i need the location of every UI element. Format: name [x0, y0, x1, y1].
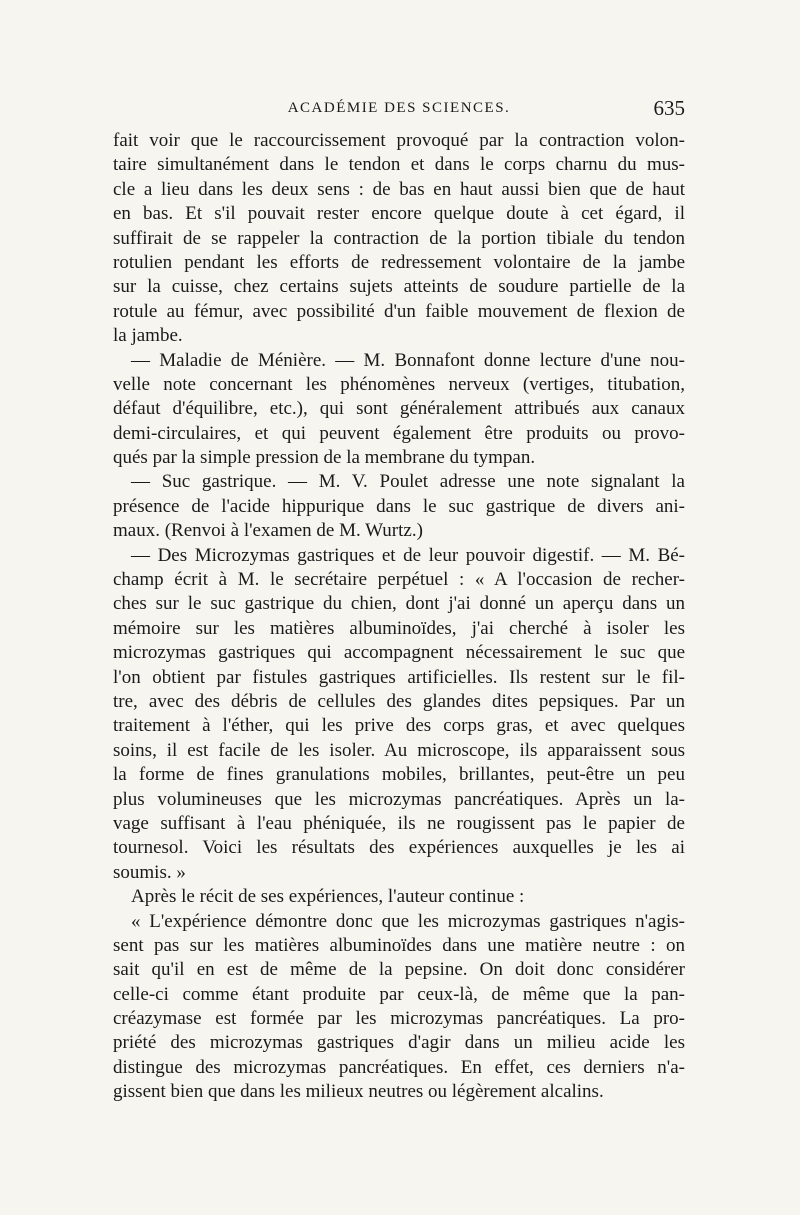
text-line: tre, avec des débris de cellules des glandes dites pepsiques. Par un	[113, 690, 685, 712]
text-line: mémoire sur les matières albuminoïdes, j'ai cherché à isoler les	[113, 617, 685, 639]
running-title: ACADÉMIE DES SCIENCES.	[287, 100, 511, 116]
text-line: demi-circulaires, et qui peuvent également être produits ou provo-	[113, 422, 685, 444]
text-line: priété des microzymas gastriques d'agir dans un milieu acide les	[113, 1032, 685, 1054]
text-line: tournesol. Voici les résultats des expériences auxquelles je les ai	[113, 837, 685, 859]
text-line: soins, il est facile de les isoler. Au microscope, ils apparaissent sous	[113, 739, 685, 761]
text-line: sur la cuisse, chez certains sujets atteints de soudure partielle de la	[113, 276, 685, 298]
text-line: « L'expérience démontre donc que les microzymas gastriques n'agis-	[131, 910, 685, 932]
page-number: 635	[653, 96, 685, 120]
text-line: velle note concernant les phénomènes nerveux (vertiges, titubation,	[113, 373, 685, 395]
text-line: maux. (Renvoi à l'examen de M. Wurtz.)	[113, 520, 423, 542]
text-line: champ écrit à M. le secrétaire perpétuel : « A l'occasion de recher-	[113, 569, 685, 591]
text-line: Après le récit de ses expériences, l'auteur continue :	[131, 886, 525, 908]
text-line: ches sur le suc gastrique du chien, dont j'ai donné un aperçu dans un	[113, 593, 685, 615]
body-text	[113, 129, 685, 1105]
text-line: gissent bien que dans les milieux neutres ou légèrement alcalins.	[113, 1081, 604, 1103]
text-line: distingue des microzymas pancréatiques. En effet, ces derniers n'a-	[113, 1056, 685, 1078]
text-line: plus volumineuses que les microzymas pancréatiques. Après un la-	[113, 788, 685, 810]
text-line: rotulien pendant les efforts de redressement volontaire de la jambe	[113, 251, 685, 273]
text-line: défaut d'équilibre, etc.), qui sont généralement attribués aux canaux	[113, 398, 685, 420]
text-line: la forme de fines granulations mobiles, brillantes, peut-être un peu	[113, 764, 685, 786]
text-line: rotule au fémur, avec possibilité d'un faible mouvement de flexion de	[113, 300, 685, 322]
text-line: la jambe.	[113, 325, 183, 347]
text-line: créazymase est formée par les microzymas pancréatiques. La pro-	[113, 1008, 685, 1030]
text-line: fait voir que le raccourcissement provoqué par la contraction volon-	[113, 130, 685, 151]
text-line: cle a lieu dans les deux sens : de bas en haut aussi bien que de haut	[113, 178, 685, 200]
text-line: taire simultanément dans le tendon et dans le corps charnu du mus-	[113, 154, 685, 176]
text-line: — Suc gastrique. — M. V. Poulet adresse une note signalant la	[131, 471, 685, 493]
text-line: en bas. Et s'il pouvait rester encore quelque doute à cet égard, il	[113, 203, 685, 225]
page-header	[113, 96, 685, 130]
text-line: sait qu'il en est de même de la pepsine. On doit donc considérer	[113, 959, 685, 981]
text-line: sent pas sur les matières albuminoïdes dans une matière neutre : on	[113, 934, 685, 956]
text-line: microzymas gastriques qui accompagnent nécessairement le suc que	[113, 642, 685, 664]
text-line: qués par la simple pression de la membrane du tympan.	[113, 447, 536, 469]
text-line: l'on obtient par fistules gastriques artificielles. Ils restent sur le fil-	[113, 666, 685, 688]
text-line: vage suffisant à l'eau phéniquée, ils ne rougissent pas le papier de	[113, 812, 685, 834]
text-line: présence de l'acide hippurique dans le suc gastrique de divers ani-	[113, 495, 685, 517]
text-line: — Des Microzymas gastriques et de leur pouvoir digestif. — M. Bé-	[131, 544, 685, 566]
text-line: celle-ci comme étant produite par ceux-là, de même que la pan-	[113, 983, 685, 1005]
text-line: suffirait de se rappeler la contraction de la portion tibiale du tendon	[113, 227, 685, 249]
text-line: — Maladie de Ménière. — M. Bonnafont donne lecture d'une nou-	[131, 349, 685, 371]
text-line: traitement à l'éther, qui les prive des corps gras, et avec quelques	[113, 715, 685, 737]
text-line: soumis. »	[113, 861, 186, 883]
